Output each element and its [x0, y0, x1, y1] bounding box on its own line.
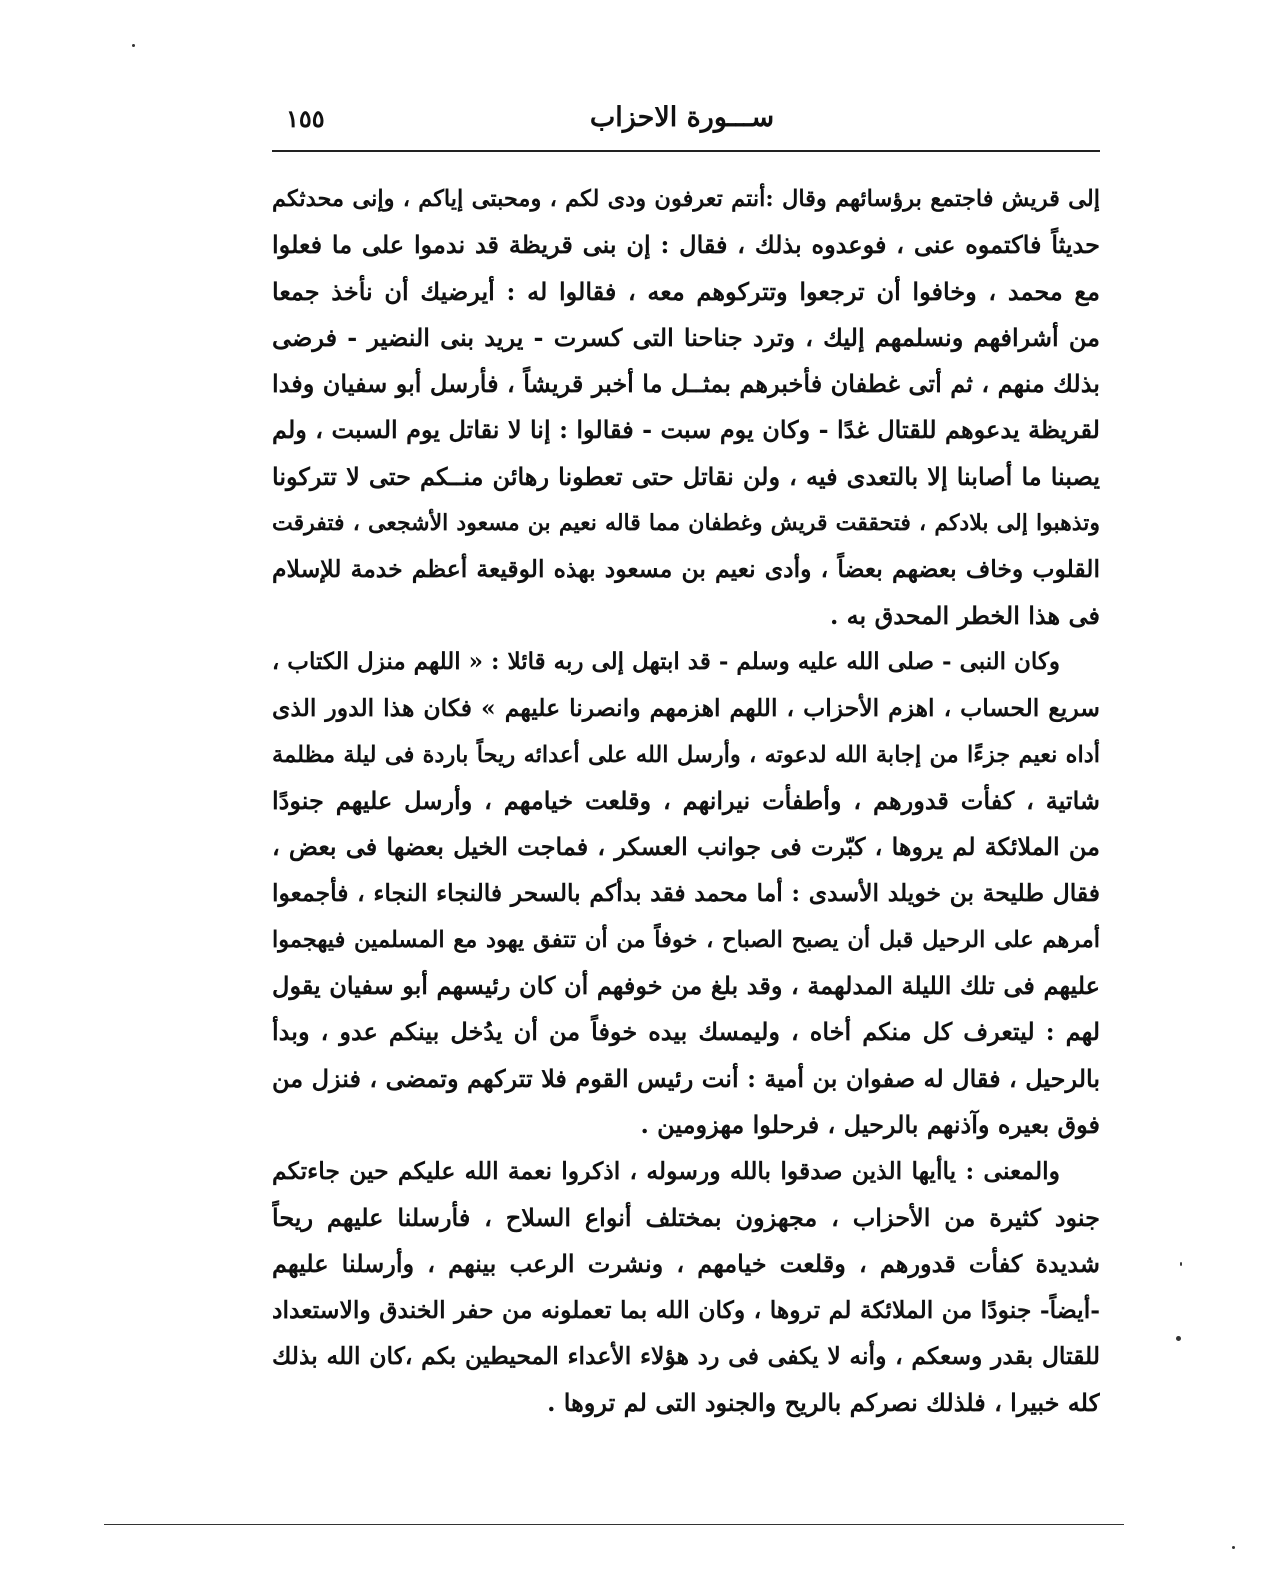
text-line: مع محمد ، وخافوا أن ترجعوا وتتركوهم معه ، فقالوا له : أيرضيك أن نأخذ جمعا	[272, 276, 1100, 306]
footer-rule	[104, 1524, 1124, 1525]
text-line: شاتية ، كفأت قدورهم ، وأطفأت نيرانهم ، وقلعت خيامهم ، وأرسل عليهم جنودًا	[272, 785, 1100, 815]
paragraph-2	[272, 639, 1100, 1148]
text-line: وتذهبوا إلى بلادكم ، فتحققت قريش وغطفان مما قاله نعيم بن مسعود الأشجعى ، فتفرقت	[272, 510, 1100, 537]
text-line: فقال طليحة بن خويلد الأسدى : أما محمد فقد بدأكم بالسحر فالنجاء النجاء ، فأجمعوا	[272, 879, 1100, 908]
text-line: من أشرافهم ونسلمهم إليك ، وترد جناحنا التى كسرت - يريد بنى النضير - فرضى	[272, 322, 1100, 352]
text-line: إلى قريش فاجتمع برؤسائهم وقال :أنتم تعرفون ودى لكم ، ومحبتى إياكم ، وإنى محدثكم	[272, 186, 1100, 212]
text-line: سريع الحساب ، اهزم الأحزاب ، اللهم اهزمهم وانصرنا عليهم » فكان هذا الدور الذى	[272, 694, 1100, 723]
text-line: القلوب وخاف بعضهم بعضاً ، وأدى نعيم بن مسعود بهذه الوقيعة أعظم خدمة للإسلام	[272, 555, 1100, 584]
text-line: جنود كثيرة من الأحزاب ، مجهزون بمختلف أنواع السلاح ، فأرسلنا عليهم ريحاً	[272, 1202, 1100, 1232]
text-line: حديثاً فاكتموه عنى ، فوعدوه بذلك ، فقال : إن بنى قريظة قد ندموا على ما فعلوا	[272, 230, 1100, 260]
text-line: فى هذا الخطر المحدق به .	[829, 600, 1100, 630]
text-line: لهم : ليتعرف كل منكم أخاه ، وليمسك بيده خوفاً من أن يدُخل بينكم عدو ، وبدأ	[272, 1017, 1100, 1047]
scan-speck	[1232, 1546, 1235, 1549]
text-line: بذلك منهم ، ثم أتى غطفان فأخبرهم بمثــل ما أخبر قريشاً ، فأرسل أبو سفيان وفدا	[272, 369, 1100, 399]
text-line: لقريظة يدعوهم للقتال غدًا - وكان يوم سبت - فقالوا : إنا لا نقاتل يوم السبت ، ولم	[272, 415, 1100, 445]
text-line: فوق بعيره وآذنهم بالرحيل ، فرحلوا مهزومين .	[640, 1109, 1100, 1139]
text-line: كله خبيرا ، فلذلك نصركم بالريح والجنود التى لم تروها .	[547, 1387, 1100, 1417]
text-line: بالرحيل ، فقال له صفوان بن أمية : أنت رئيس القوم فلا تتركهم وتمضى ، فنزل من	[272, 1063, 1100, 1093]
scan-speck	[1180, 1262, 1182, 1266]
text-line: شديدة كفأت قدورهم ، وقلعت خيامهم ، ونشرت الرعب بينهم ، وأرسلنا عليهم	[272, 1248, 1100, 1278]
header-rule	[272, 150, 1100, 152]
scan-speck	[1176, 1336, 1181, 1341]
page-number: ١٥٥	[286, 104, 325, 133]
page-header	[272, 98, 1100, 140]
text-line: والمعنى : ياأيها الذين صدقوا بالله ورسوله ، اذكروا نعمة الله عليكم حين جاءتكم	[272, 1157, 1060, 1186]
surah-title: ســـورة الاحزاب	[589, 102, 775, 133]
text-line: أداه نعيم جزءًا من إجابة الله لدعوته ، وأرسل الله على أعدائه ريحاً باردة فى ليلة مظلمة	[272, 741, 1100, 768]
scan-speck	[132, 44, 135, 47]
text-line: للقتال بقدر وسعكم ، وأنه لا يكفى فى رد هؤلاء الأعداء المحيطين بكم ،كان الله بذلك	[272, 1342, 1100, 1371]
paragraph-3	[272, 1148, 1100, 1426]
text-line: عليهم فى تلك الليلة المدلهمة ، وقد بلغ من خوفهم أن كان رئيسهم أبو سفيان يقول	[272, 971, 1100, 1001]
paragraph-1	[272, 176, 1100, 639]
text-line: من الملائكة لم يروها ، كبّرت فى جوانب العسكر ، فماجت الخيل بعضها فى بعض ،	[272, 832, 1100, 862]
text-line: وكان النبى - صلى الله عليه وسلم - قد ابتهل إلى ربه قائلا : « اللهم منزل الكتاب ،	[272, 647, 1060, 675]
text-line: يصبنا ما أصابنا إلا بالتعدى فيه ، ولن نقاتل حتى تعطونا رهائن منــكم حتى لا تتركونا	[272, 461, 1100, 491]
text-line: أمرهم على الرحيل قبل أن يصبح الصباح ، خوفاً من أن تتفق يهود مع المسلمين فيهجموا	[272, 926, 1100, 953]
body-text	[272, 176, 1100, 1426]
text-line: -أيضاً- جنودًا من الملائكة لم تروها ، وكان الله بما تعملونه من حفر الخندق والاستعداد	[272, 1296, 1100, 1325]
